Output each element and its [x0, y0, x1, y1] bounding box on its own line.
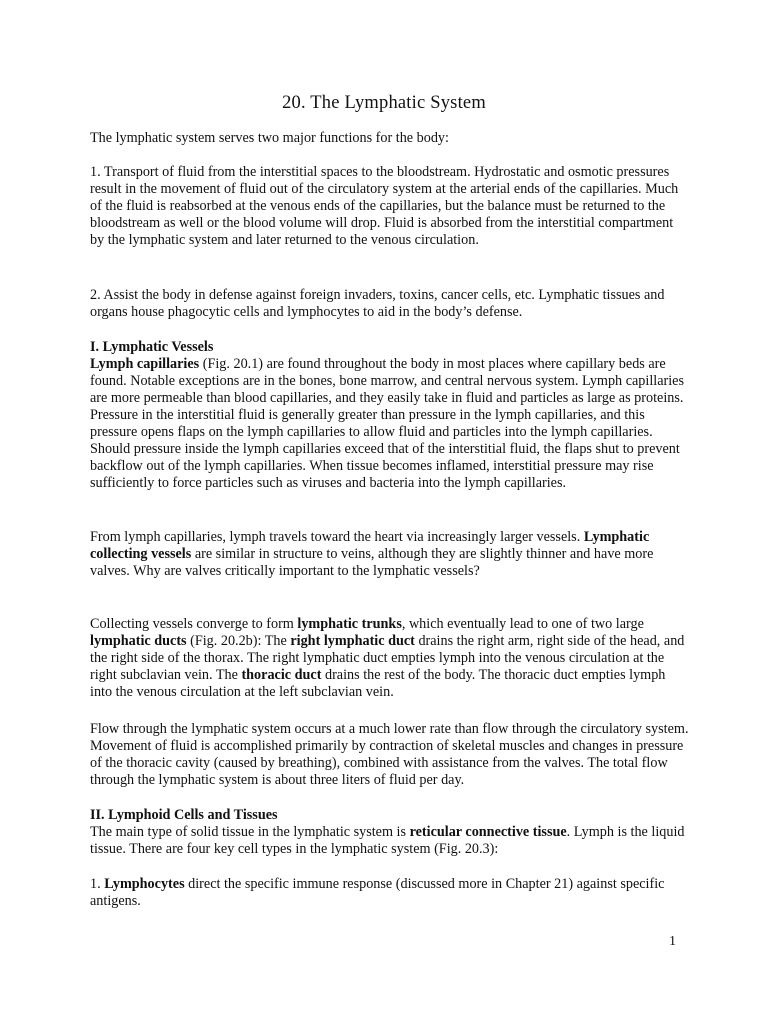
- intro-paragraph: The lymphatic system serves two major functions for the body:: [90, 130, 449, 146]
- lymph-flow-paragraph: Flow through the lymphatic system occurs at a much lower rate than flow through the circulatory system. Movement of fluid is accomplished primarily by contraction of skeletal muscles and changes in pressure of the thoracic cavity (caused by breathing), combined with assistance from the valves. The total flow through the lymphatic system is about three liters of fluid per day.: [90, 721, 689, 788]
- section-heading: II. Lymphoid Cells and Tissues: [90, 807, 278, 823]
- function-1-paragraph: 1. Transport of fluid from the interstitial spaces to the bloodstream. Hydrostatic and osmotic pressures result in the movement of fluid out of the circulatory system at the arterial ends of the capillaries. Much of the fluid is reabsorbed at the venous ends of the capillaries, but the balance must be returned to the bloodstream as well or the blood volume will drop. Fluid is absorbed from the interstitial compartment by the lymphatic system and later returned to the venous circulation.: [90, 164, 679, 248]
- term-lymphatic-ducts: lymphatic ducts: [90, 633, 187, 649]
- term-lymphatic-collecting-vessels: Lymphatic collecting vessels: [90, 529, 650, 562]
- lymph-capillaries-paragraph: Lymph capillaries (Fig. 20.1) are found throughout the body in most places where capillary beds are found. Notable exceptions are in the bones, bone marrow, and central nervous system. Lymph capillaries are more permeable than blood capillaries, and they easily take in fluid and particles as large as proteins. Pressure in the interstitial fluid is generally greater than pressure in the lymph capillaries, and this pressure opens flaps on the lymph capillaries to allow fluid and particles into the lymph capillaries. Should pressure inside the lymph capillaries exceed that of the interstitial fluid, the flaps shut to prevent backflow out of the lymph capillaries. When tissue becomes inflamed, interstitial pressure may rise sufficiently to force particles such as viruses and bacteria into the lymph capillaries.: [90, 356, 684, 491]
- section-heading: I. Lymphatic Vessels: [90, 339, 214, 355]
- page-title: 20. The Lymphatic System: [282, 93, 486, 113]
- term-lymph-capillaries: Lymph capillaries: [90, 356, 200, 372]
- lymphocytes-paragraph: 1. Lymphocytes direct the specific immune response (discussed more in Chapter 21) against specific antigens.: [90, 876, 665, 909]
- page-number: 1: [669, 934, 676, 949]
- term-reticular-connective-tissue: reticular connective tissue: [409, 824, 567, 840]
- term-lymphatic-trunks: lymphatic trunks: [297, 616, 402, 632]
- section-lymphoid-cells: [90, 807, 690, 858]
- term-lymphocytes: Lymphocytes: [104, 876, 185, 892]
- term-right-lymphatic-duct: right lymphatic duct: [290, 633, 415, 649]
- collecting-vessels-paragraph: From lymph capillaries, lymph travels toward the heart via increasingly larger vessels. Lymphatic collecting vessels are similar in structure to veins, although they are slightly thinner and have more valves. Why are valves critically important to the lymphatic vessels?: [90, 529, 654, 579]
- lymphatic-ducts-paragraph: Collecting vessels converge to form lymphatic trunks, which eventually lead to one of two large lymphatic ducts (Fig. 20.2b): The right lymphatic duct drains the right arm, right side of the head, and the right side of the thorax. The right lymphatic duct empties lymph into the venous circulation at the right subclavian vein. The thoracic duct drains the rest of the body. The thoracic duct empties lymph into the venous circulation at the left subclavian vein.: [90, 616, 685, 700]
- section-lymphatic-vessels: [90, 339, 690, 492]
- tissue-types-paragraph: The main type of solid tissue in the lymphatic system is reticular connective tissue. Lymph is the liquid tissue. There are four key cell types in the lymphatic system (Fig. 20.3):: [90, 824, 685, 857]
- term-thoracic-duct: thoracic duct: [241, 667, 322, 683]
- function-2-paragraph: 2. Assist the body in defense against foreign invaders, toxins, cancer cells, etc. Lymphatic tissues and organs house phagocytic cells and lymphocytes to aid in the body’s defense.: [90, 287, 665, 320]
